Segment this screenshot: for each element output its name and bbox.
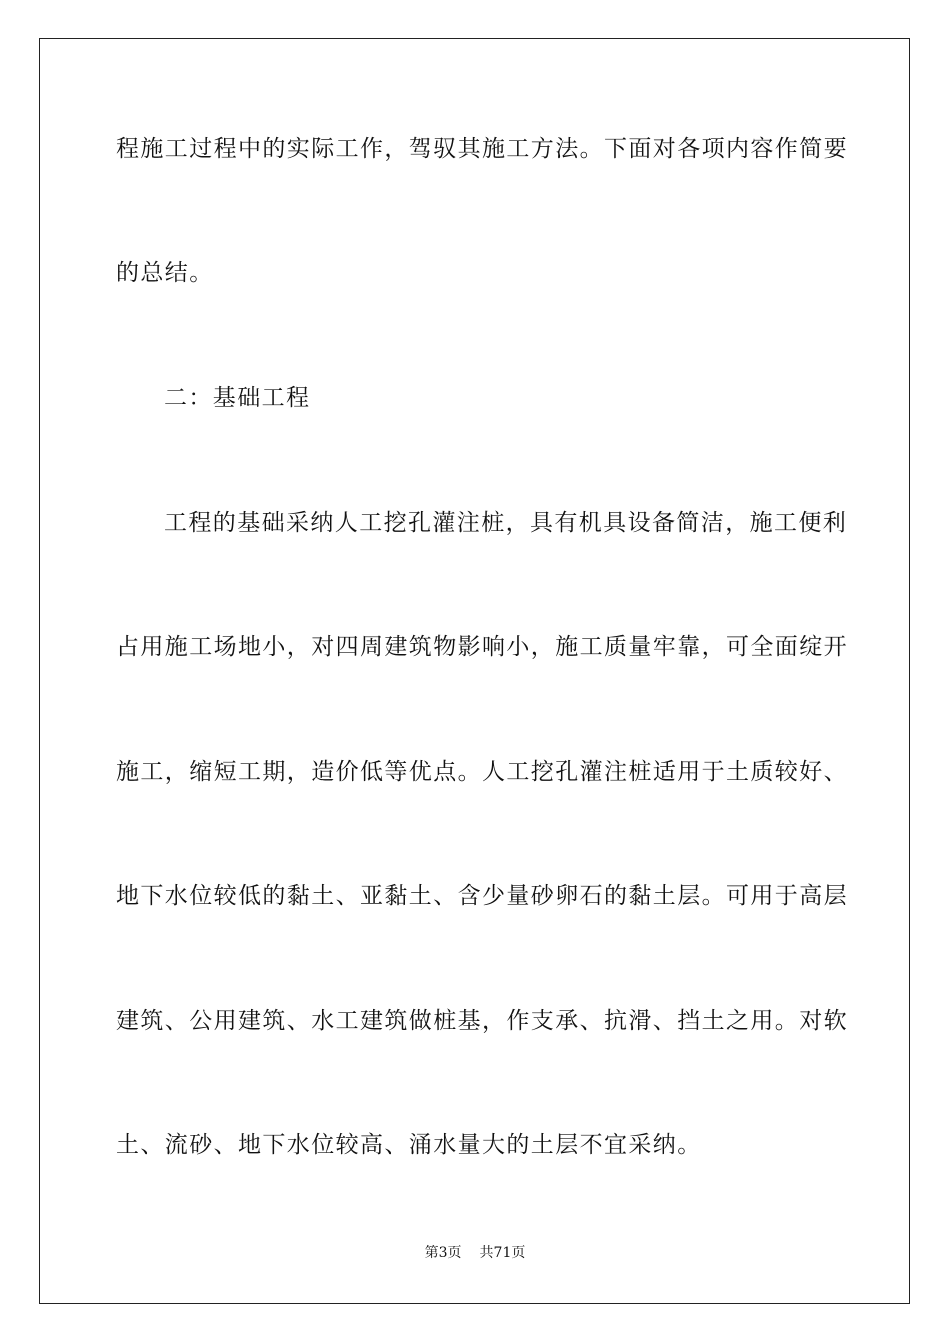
body-text-line: 地下水位较低的黏土、亚黏土、含少量砂卵石的黏土层。可用于高层 [116, 883, 848, 909]
body-text-line: 占用施工场地小，对四周建筑物影响小，施工质量牢靠，可全面绽开 [116, 634, 848, 660]
body-text-line: 的总结。 [116, 260, 214, 286]
body-text-line: 程施工过程中的实际工作，驾驭其施工方法。下面对各项内容作简要 [116, 136, 848, 162]
total-pages-label: 共71页 [479, 1245, 526, 1261]
body-text-line: 工程的基础采纳人工挖孔灌注桩，具有机具设备简洁，施工便利 [164, 510, 848, 536]
current-page-label: 第3页 [424, 1245, 462, 1261]
page-border [39, 38, 910, 1304]
section-heading: 二：基础工程 [164, 385, 311, 411]
body-text-line: 施工，缩短工期，造价低等优点。人工挖孔灌注桩适用于土质较好、 [116, 759, 848, 785]
body-text-line: 建筑、公用建筑、水工建筑做桩基，作支承、抗滑、挡土之用。对软 [116, 1008, 848, 1034]
body-text-line: 土、流砂、地下水位较高、涌水量大的土层不宜采纳。 [116, 1132, 702, 1158]
page-footer [0, 1244, 950, 1262]
